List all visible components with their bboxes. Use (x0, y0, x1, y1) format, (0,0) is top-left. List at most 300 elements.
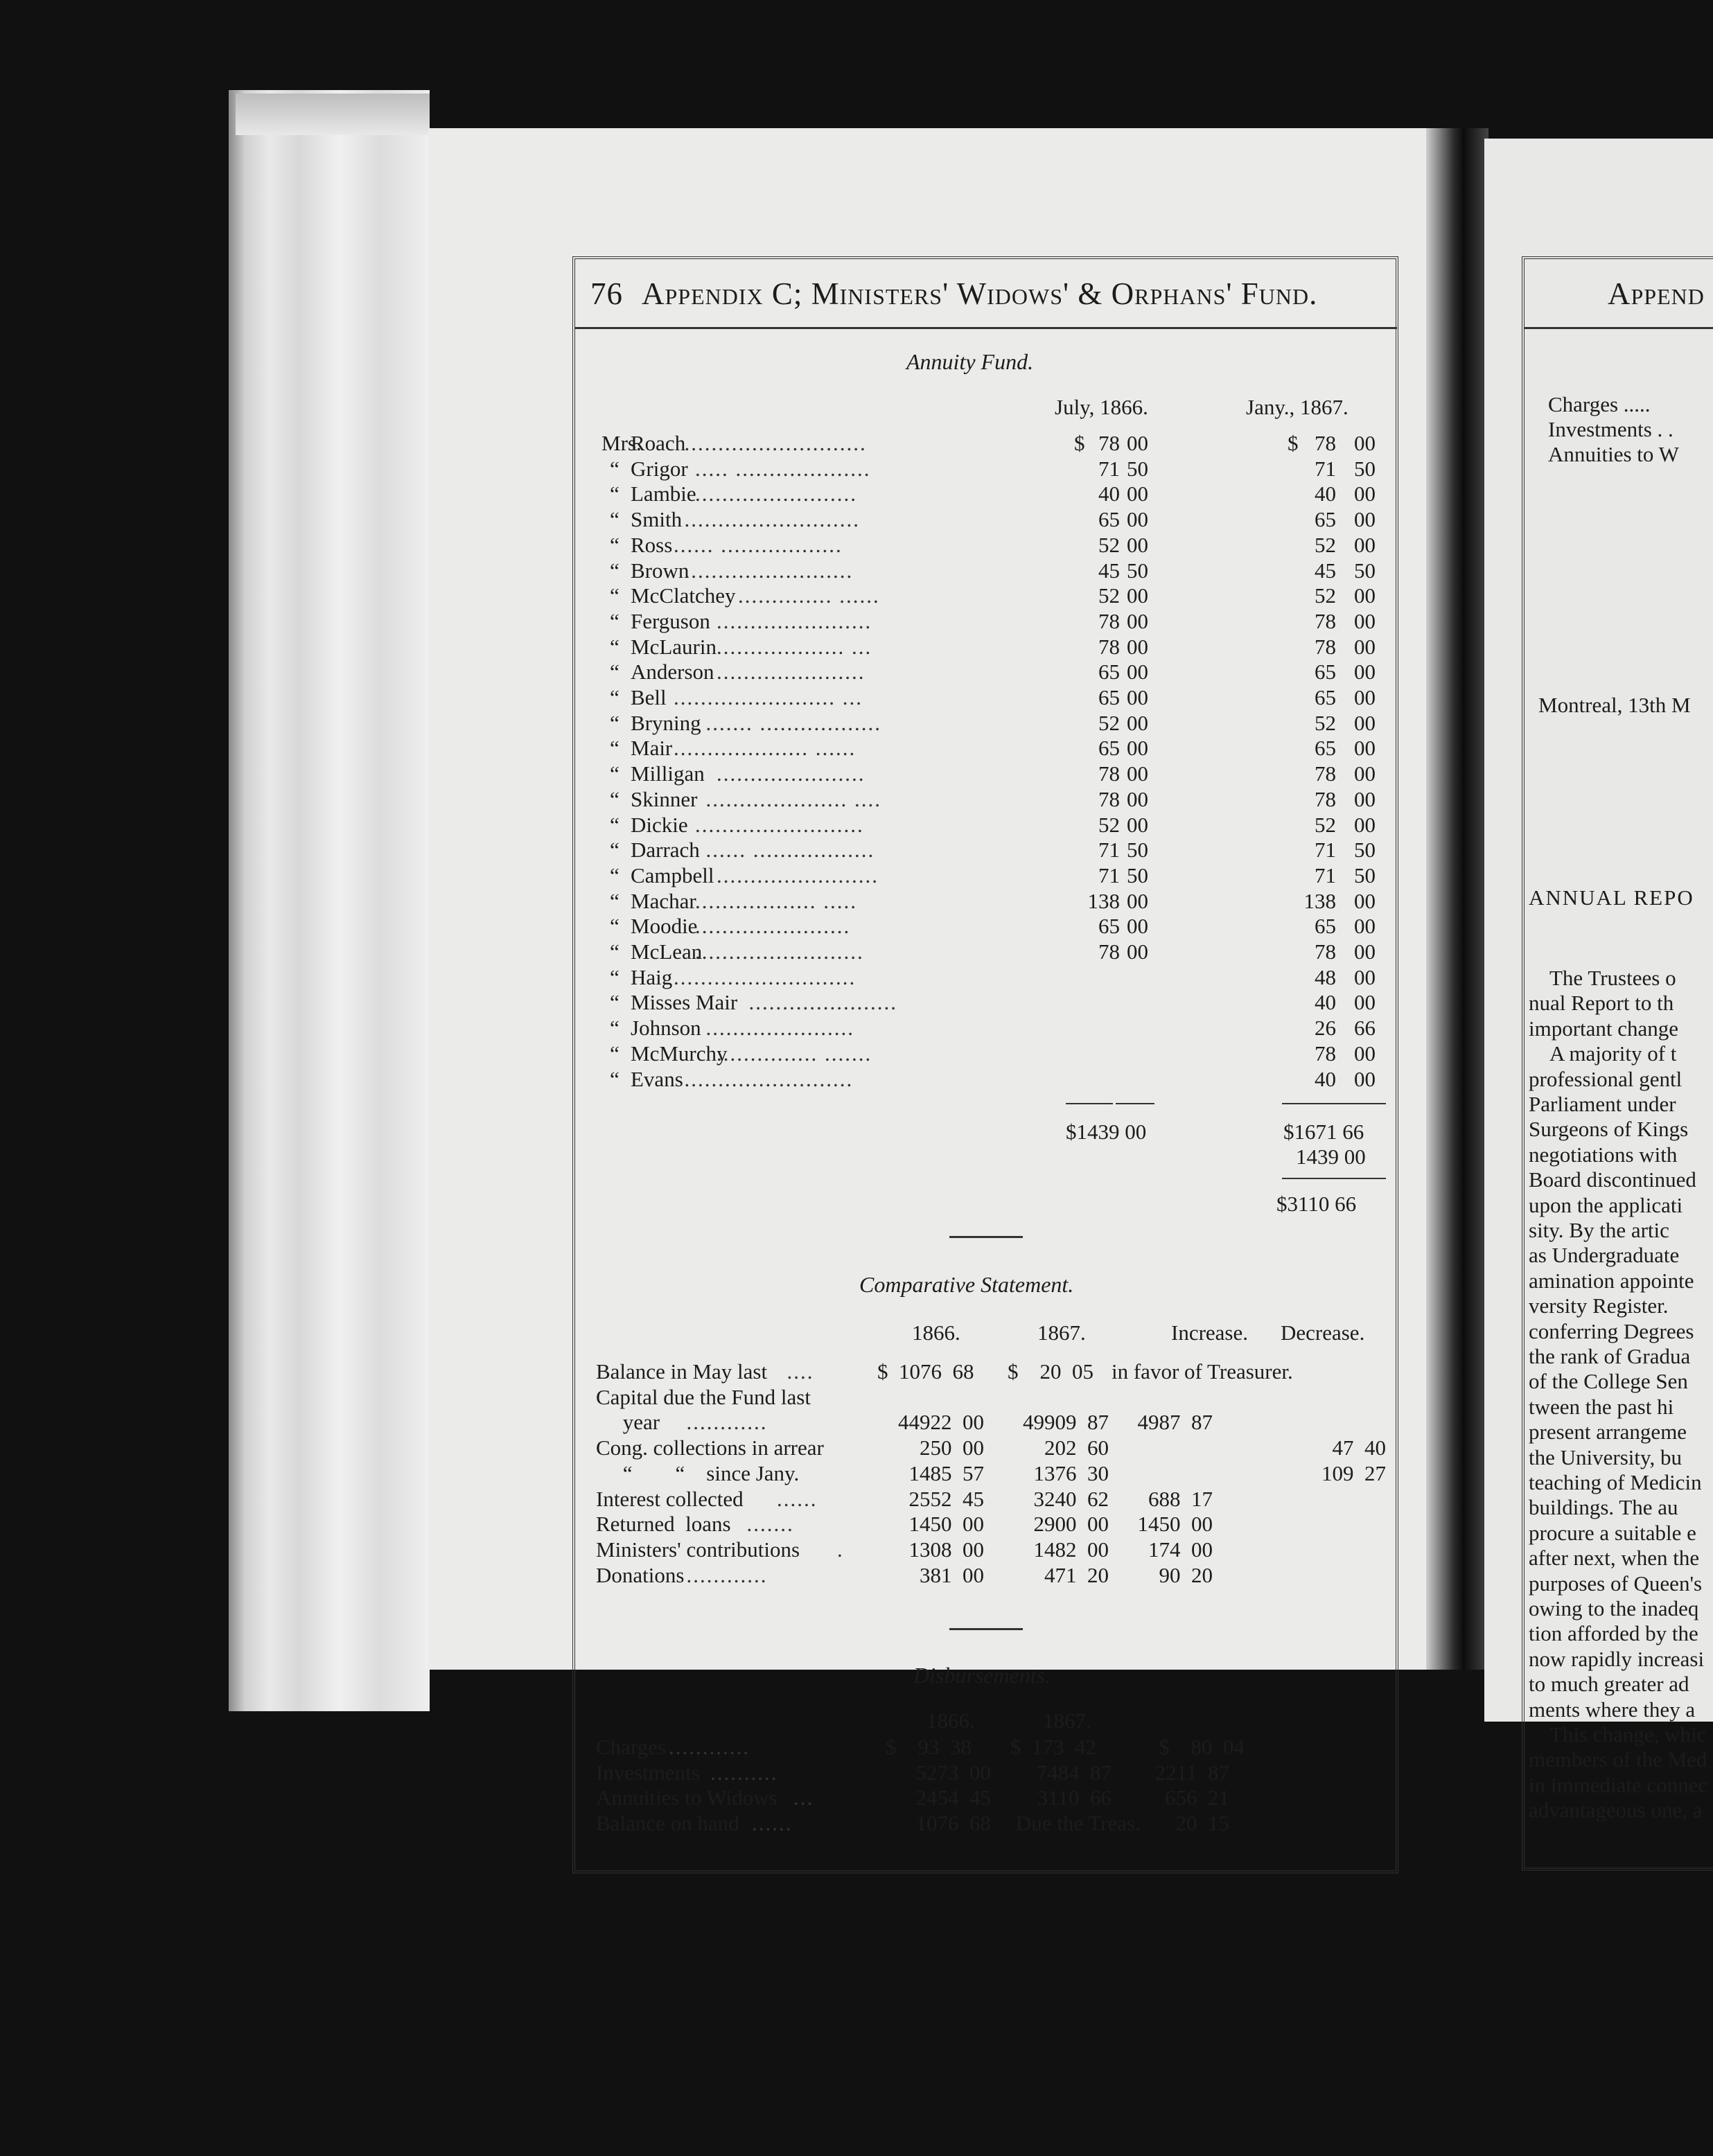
leader-dots: ........................ (717, 863, 879, 887)
annuitant-name: Moodie (631, 914, 698, 939)
section-divider-2 (949, 1628, 1023, 1630)
right-line-annuities: Annuities to W (1548, 442, 1679, 466)
right-body-line: professional gentl (1529, 1066, 1683, 1091)
value-1866: 1450 00 (908, 1512, 984, 1537)
right-line-charges: Charges ..... (1548, 392, 1651, 416)
right-line-investments: Investments . . (1548, 417, 1674, 441)
leader-dots: ....... .................. (705, 710, 881, 735)
amount-1867: 138 (1303, 888, 1336, 913)
cents-1866: 00 (1127, 532, 1148, 557)
difference-value: 656 21 (1165, 1785, 1229, 1810)
annuity-row (575, 838, 1400, 863)
value-1866: $ 93 38 (886, 1735, 972, 1759)
cents-1867: 50 (1354, 863, 1376, 887)
cents-1866: 00 (1127, 812, 1148, 837)
leader-dots: .......... (710, 1760, 778, 1785)
leader-dots: ............ (686, 1562, 768, 1587)
value-1867: $ 20 05 (1008, 1359, 1093, 1384)
annuitant-name: Bryning (631, 710, 701, 735)
annuity-col-1867: Jany., 1867. (1246, 395, 1349, 419)
total-1866: $1439 00 (1066, 1120, 1147, 1144)
annuity-row (575, 685, 1400, 711)
comparative-row (575, 1435, 1400, 1461)
leader-dots: ....................... (695, 914, 851, 939)
annuitant-name: Bell (631, 685, 667, 709)
annuitant-name: Lambie (631, 481, 696, 506)
disbursement-row (575, 1760, 1400, 1786)
leader-dots: ............ (686, 1410, 768, 1435)
increase-value: 174 00 (1148, 1537, 1213, 1562)
right-body-line: tion afforded by the (1529, 1621, 1698, 1646)
annuitant-prefix: “ (610, 939, 620, 964)
comparative-label: year (596, 1410, 660, 1435)
annuity-row (575, 660, 1400, 685)
leader-dots: ...................... (717, 761, 866, 786)
annuity-row (575, 761, 1400, 787)
value-1867: 3240 62 (1033, 1486, 1109, 1511)
annuity-row (575, 939, 1400, 965)
value-1866: 44922 00 (898, 1410, 984, 1435)
right-body-line: important change (1529, 1016, 1679, 1041)
annuitant-prefix: “ (610, 583, 620, 608)
amount-1867: 65 (1315, 507, 1336, 532)
cents-1866: 00 (1127, 634, 1148, 659)
grand-total-rule (1282, 1178, 1386, 1179)
amount-1866: 52 (1098, 583, 1120, 608)
annuitant-name: Evans (631, 1066, 683, 1091)
comparative-row (575, 1359, 1400, 1385)
comp-col-1867: 1867. (1037, 1320, 1086, 1345)
amount-1867: 71 (1315, 838, 1336, 863)
annuity-row (575, 609, 1400, 635)
comparative-label: Balance in May last (596, 1359, 768, 1384)
annuity-row (575, 889, 1400, 914)
cents-1867: 50 (1354, 456, 1376, 481)
leader-dots: ......................... (684, 558, 854, 583)
amount-1867: 78 (1315, 1041, 1336, 1066)
value-1867: 1482 00 (1033, 1537, 1109, 1562)
difference-value: $ 80 04 (1159, 1735, 1245, 1759)
decrease-value: 47 40 (1332, 1435, 1386, 1460)
right-body-line: amination appointe (1529, 1268, 1694, 1293)
right-body-line: tween the past hi (1529, 1394, 1674, 1419)
right-body-line: owing to the inadeq (1529, 1596, 1699, 1620)
annuitant-prefix: “ (610, 481, 620, 506)
annuitant-prefix: “ (610, 964, 620, 989)
annuitant-prefix: “ (610, 685, 620, 709)
leader-dots: .... (787, 1359, 814, 1384)
leader-dots: ...................... (748, 990, 897, 1015)
right-body-line: procure a suitable e (1529, 1520, 1696, 1545)
amount-1867: 65 (1315, 660, 1336, 684)
leader-dots: ..................... .... (705, 786, 881, 811)
amount-1867: 52 (1315, 812, 1336, 837)
annuity-row (575, 863, 1400, 889)
cents-1866: 00 (1127, 888, 1148, 913)
cents-1866: 00 (1127, 786, 1148, 811)
annuitant-prefix: “ (610, 1016, 620, 1041)
annuitant-prefix: “ (610, 888, 620, 913)
annuitant-name: McLaurin (631, 634, 717, 659)
header-rule (575, 327, 1397, 329)
annuity-row (575, 431, 1400, 457)
cents-1867: 00 (1354, 761, 1376, 786)
annuity-row (575, 914, 1400, 939)
leader-dots: ...... (777, 1486, 818, 1511)
leader-dots: ........................ ... (674, 685, 863, 709)
grand-total: $3110 66 (1276, 1192, 1357, 1216)
cents-1867: 00 (1354, 786, 1376, 811)
right-body-line: nual Report to th (1529, 991, 1674, 1016)
page-stack-edge (229, 90, 430, 1711)
total-1867-b: 1439 00 (1296, 1145, 1366, 1169)
cents-1867: 00 (1354, 1066, 1376, 1091)
comparative-label: Interest collected (596, 1486, 744, 1511)
amount-1867: 71 (1315, 456, 1336, 481)
annuity-row (575, 990, 1400, 1016)
cents-1866: 00 (1127, 507, 1148, 532)
amount-1867: 52 (1315, 583, 1336, 608)
amount-1867: 78 (1315, 939, 1336, 964)
sum-rule-1866-a (1066, 1103, 1113, 1104)
value-1867: Due the Treas. (1016, 1811, 1141, 1836)
amount-1867: 65 (1315, 914, 1336, 939)
amount-1866: 45 (1098, 558, 1120, 583)
right-body-line: This change, whic (1549, 1722, 1707, 1747)
decrease-value: 109 27 (1321, 1460, 1386, 1485)
comp-col-increase: Increase. (1171, 1320, 1248, 1345)
right-body-line: sity. By the artic (1529, 1218, 1669, 1242)
amount-1866: 65 (1098, 736, 1120, 761)
comparative-row (575, 1461, 1400, 1487)
annuitant-prefix: “ (610, 660, 620, 684)
disbursement-label: Balance on hand (596, 1811, 739, 1836)
annuitant-name: Roach (631, 431, 686, 455)
right-body-line: upon the applicati (1529, 1192, 1683, 1217)
annuitant-prefix: “ (610, 736, 620, 761)
right-body-line: teaching of Medicin (1529, 1470, 1702, 1494)
comparative-row (575, 1563, 1400, 1589)
right-montreal-date: Montreal, 13th M (1538, 693, 1691, 717)
leader-dots: .............. ...... (738, 583, 880, 608)
comparative-row (575, 1512, 1400, 1537)
amount-1866: 78 (1098, 608, 1120, 633)
leader-dots: ......................... (695, 939, 864, 964)
annuitant-name: Dickie (631, 812, 688, 837)
annuity-row (575, 1016, 1400, 1041)
annuitant-prefix: “ (610, 914, 620, 939)
disbursements-title: Disbursements. (913, 1663, 1051, 1688)
annuity-row (575, 635, 1400, 660)
disbursement-label: Charges (596, 1735, 667, 1759)
annuitant-prefix: “ (610, 634, 620, 659)
right-body-line: A majority of t (1549, 1041, 1677, 1066)
right-body-line: to much greater ad (1529, 1672, 1689, 1697)
leader-dots: ........................... (674, 964, 856, 989)
cents-1866: 00 (1127, 736, 1148, 761)
leader-dots: ...... .................. (674, 532, 843, 557)
annuitant-prefix: “ (610, 1041, 620, 1066)
comparative-row (575, 1410, 1400, 1435)
leader-dots: ...... .................. (705, 838, 875, 863)
cents-1866: 50 (1127, 863, 1148, 887)
cents-1867: 00 (1354, 710, 1376, 735)
right-body-line: the University, bu (1529, 1444, 1682, 1469)
leader-dots: ............ (669, 1735, 750, 1759)
cents-1867: 00 (1354, 888, 1376, 913)
annuitant-prefix: “ (610, 507, 620, 532)
cents-1866: 00 (1127, 431, 1148, 455)
annuitant-prefix: Mrs. (601, 431, 642, 455)
value-1867: 2900 00 (1033, 1512, 1109, 1537)
increase-value: 688 17 (1148, 1486, 1213, 1511)
annuity-row (575, 965, 1400, 991)
right-body-line: buildings. The au (1529, 1495, 1678, 1520)
comparative-label: Donations (596, 1562, 685, 1587)
cents-1867: 50 (1354, 558, 1376, 583)
annuity-row (575, 1067, 1400, 1093)
cents-1866: 00 (1127, 660, 1148, 684)
annuitant-name: Darrach (631, 838, 700, 863)
leader-dots: ....................... (717, 608, 872, 633)
annuitant-name: Machar (631, 888, 696, 913)
amount-1866: 78 (1098, 634, 1120, 659)
annuitant-prefix: “ (610, 990, 620, 1015)
annuitant-name: McLean (631, 939, 703, 964)
annuity-col-1866: July, 1866. (1055, 395, 1148, 419)
comparative-row (575, 1385, 1400, 1411)
right-body-line: purposes of Queen's (1529, 1571, 1703, 1596)
cents-1866: 00 (1127, 685, 1148, 709)
annuity-row (575, 507, 1400, 533)
amount-1867: 78 (1315, 761, 1336, 786)
amount-1866: 71 (1098, 456, 1120, 481)
annuitant-prefix: “ (610, 863, 620, 887)
annuitant-name: McClatchey (631, 583, 736, 608)
annuitant-name: Ross (631, 532, 673, 557)
amount-1866: 65 (1098, 507, 1120, 532)
annuitant-prefix: “ (610, 558, 620, 583)
cents-1867: 00 (1354, 608, 1376, 633)
disbursement-label: Investments (596, 1760, 700, 1785)
value-1866: 1308 00 (908, 1537, 984, 1562)
right-body-line: ments where they a (1529, 1697, 1696, 1722)
annuitant-name: Grigor (631, 456, 688, 481)
cents-1866: 50 (1127, 456, 1148, 481)
book-gutter (1426, 128, 1488, 1670)
amount-1866: 78 (1098, 761, 1120, 786)
leader-dots: . (837, 1537, 844, 1562)
amount-1867: 40 (1315, 481, 1336, 506)
comparative-label: Ministers' contributions (596, 1537, 800, 1562)
annuitant-name: Anderson (631, 660, 714, 684)
amount-1866: 78 (1098, 431, 1120, 455)
annuitant-name: Misses Mair (631, 990, 738, 1015)
disbursement-row (575, 1811, 1400, 1837)
amount-1866: 138 (1087, 888, 1120, 913)
cents-1867: 00 (1354, 736, 1376, 761)
amount-1867: 78 (1315, 608, 1336, 633)
value-1866: 250 00 (920, 1435, 984, 1460)
right-body-line: members of the Med (1529, 1747, 1707, 1772)
leader-dots: ........................ (695, 481, 857, 506)
annuitant-name: Skinner (631, 786, 698, 811)
amount-1866: 71 (1098, 863, 1120, 887)
cents-1867: 00 (1354, 812, 1376, 837)
amount-1867: 52 (1315, 710, 1336, 735)
cents-1866: 00 (1127, 761, 1148, 786)
amount-1867: 65 (1315, 736, 1336, 761)
section-divider-1 (949, 1236, 1023, 1238)
cents-1866: 00 (1127, 939, 1148, 964)
value-1866: $ 1076 68 (877, 1359, 974, 1384)
amount-1867: 48 (1315, 964, 1336, 989)
cents-1867: 00 (1354, 939, 1376, 964)
amount-1867: 78 (1315, 634, 1336, 659)
annuity-row (575, 558, 1400, 584)
comp-col-decrease: Decrease. (1281, 1320, 1365, 1345)
annuitant-name: Campbell (631, 863, 714, 887)
right-body-line: the rank of Gradua (1529, 1344, 1691, 1368)
right-body-line: as Undergraduate (1529, 1243, 1680, 1268)
right-body-line: now rapidly increasi (1529, 1646, 1705, 1671)
right-body-line: negotiations with (1529, 1142, 1678, 1167)
annuity-row (575, 457, 1400, 482)
leader-dots: ....... (746, 1512, 794, 1537)
increase-value: 4987 87 (1137, 1410, 1213, 1435)
amount-1867: 65 (1315, 685, 1336, 709)
disbursement-row (575, 1735, 1400, 1760)
cents-1867: 50 (1354, 838, 1376, 863)
currency-1867: $ (1288, 431, 1299, 455)
value-1866: 381 00 (920, 1562, 984, 1587)
leader-dots: ......................... (684, 1066, 854, 1091)
disb-col-1866: 1866. (926, 1708, 975, 1733)
total-1867-a: $1671 66 (1283, 1120, 1364, 1144)
right-body-line: after next, when the (1529, 1546, 1700, 1571)
right-body-line: Board discontinued (1529, 1167, 1696, 1192)
annuity-row (575, 711, 1400, 736)
annuitant-prefix: “ (610, 786, 620, 811)
cents-1866: 50 (1127, 838, 1148, 863)
annuitant-name: Mair (631, 736, 673, 761)
value-1867: 202 60 (1044, 1435, 1109, 1460)
right-page-header: Append (1608, 276, 1705, 311)
difference-value: 2211 87 (1154, 1760, 1229, 1785)
annuitant-name: Ferguson (631, 608, 710, 633)
disb-col-1867: 1867. (1043, 1708, 1091, 1733)
annuitant-prefix: “ (610, 838, 620, 863)
leader-dots: .......................... (684, 507, 860, 532)
amount-1867: 52 (1315, 532, 1336, 557)
amount-1866: 65 (1098, 685, 1120, 709)
value-1866: 5273 00 (915, 1760, 991, 1785)
right-body-line: versity Register. (1529, 1293, 1669, 1318)
cents-1867: 00 (1354, 990, 1376, 1015)
value-1866: 2454 45 (915, 1785, 991, 1810)
cents-1867: 66 (1354, 1016, 1376, 1041)
annuitant-prefix: “ (610, 812, 620, 837)
leader-dots: ...................... (705, 1016, 854, 1041)
comparative-label: Returned loans (596, 1512, 731, 1537)
right-body-line: present arrangeme (1529, 1420, 1687, 1444)
annuitant-name: Haig (631, 964, 673, 989)
right-body-line: Parliament under (1529, 1092, 1676, 1116)
amount-1867: 26 (1315, 1016, 1336, 1041)
amount-1867: 71 (1315, 863, 1336, 887)
leader-dots: ........................... (684, 431, 867, 455)
right-body-line: conferring Degrees (1529, 1318, 1694, 1343)
annuity-row (575, 787, 1400, 813)
currency-1866: $ (1074, 431, 1085, 455)
cents-1866: 00 (1127, 710, 1148, 735)
right-header-rule (1525, 327, 1713, 329)
cents-1867: 00 (1354, 431, 1376, 455)
right-body-line: in immediate connec (1529, 1772, 1708, 1797)
annuity-row (575, 736, 1400, 761)
annuitant-name: Smith (631, 507, 683, 532)
leader-dots: .................. ..... (695, 888, 857, 913)
annuitant-prefix: “ (610, 761, 620, 786)
amount-1866: 52 (1098, 710, 1120, 735)
annuity-row (575, 583, 1400, 609)
annuitant-name: McMurchy (631, 1041, 728, 1066)
amount-1867: 40 (1315, 990, 1336, 1015)
annuitant-prefix: “ (610, 456, 620, 481)
value-1867: $ 173 42 (1010, 1735, 1096, 1759)
page-title: Appendix C; Ministers' Widows' & Orphans' Fund. (642, 276, 1318, 311)
amount-1866: 65 (1098, 914, 1120, 939)
annuitant-prefix: “ (610, 532, 620, 557)
right-body-line: advantageous one, a (1529, 1798, 1703, 1823)
right-page-content (1525, 259, 1713, 1873)
cents-1867: 00 (1354, 507, 1376, 532)
cents-1867: 00 (1354, 583, 1376, 608)
sum-rule-1867 (1282, 1103, 1386, 1104)
value-1866: 1485 57 (908, 1460, 984, 1485)
cents-1867: 00 (1354, 1041, 1376, 1066)
cents-1867: 00 (1354, 634, 1376, 659)
right-body-line: Surgeons of Kings (1529, 1117, 1689, 1142)
amount-1866: 52 (1098, 812, 1120, 837)
comparative-title: Comparative Statement. (859, 1272, 1074, 1297)
disbursement-row (575, 1785, 1400, 1811)
disbursement-label: Annuities to Widows (596, 1785, 778, 1810)
annuitant-prefix: “ (610, 1066, 620, 1091)
cents-1866: 00 (1127, 583, 1148, 608)
amount-1866: 71 (1098, 838, 1120, 863)
leader-dots: ......................... (695, 812, 864, 837)
comparative-label: Capital due the Fund last (596, 1384, 811, 1409)
cents-1867: 00 (1354, 964, 1376, 989)
amount-1866: 78 (1098, 786, 1120, 811)
annuitant-name: Johnson (631, 1016, 701, 1041)
page-stack-top (236, 94, 430, 135)
increase-value: 1450 00 (1137, 1512, 1213, 1537)
cents-1867: 00 (1354, 481, 1376, 506)
comparative-row (575, 1487, 1400, 1512)
leader-dots: ... (793, 1785, 814, 1810)
leader-dots: ................... ... (717, 634, 872, 659)
cents-1867: 00 (1354, 914, 1376, 939)
value-1867: 3110 66 (1037, 1785, 1112, 1810)
leader-dots: ..... .................... (695, 456, 871, 481)
cents-1867: 00 (1354, 532, 1376, 557)
sum-rule-1866-b (1116, 1103, 1154, 1104)
value-1866: 2552 45 (908, 1486, 984, 1511)
amount-1867: 45 (1315, 558, 1336, 583)
annuitant-prefix: “ (610, 608, 620, 633)
